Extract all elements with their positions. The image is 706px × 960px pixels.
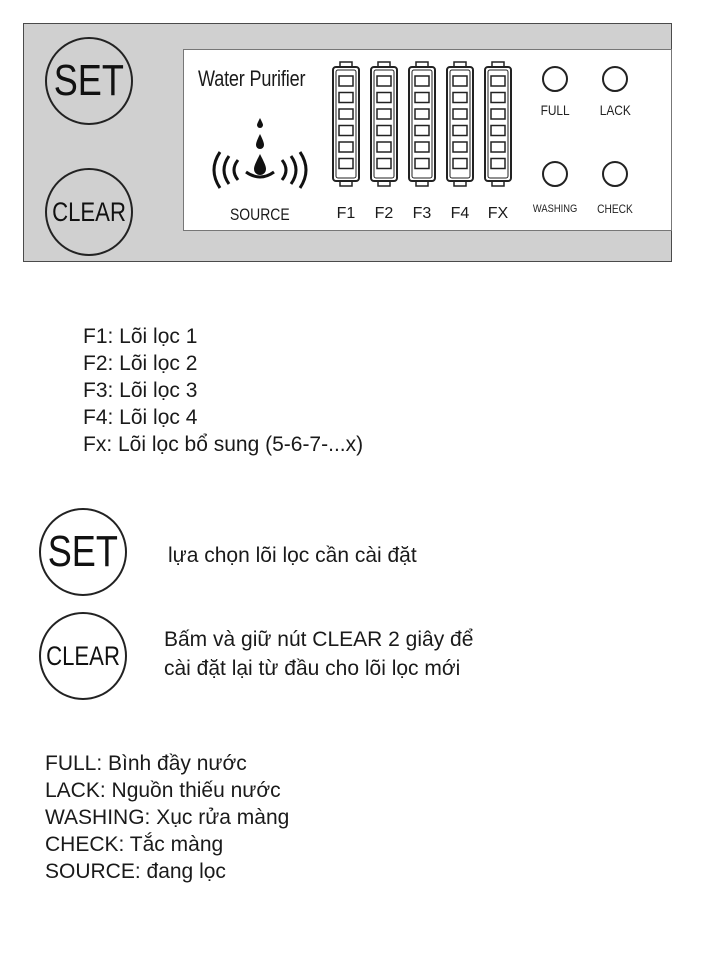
full-indicator-light [542, 66, 568, 92]
set-button[interactable] [45, 37, 133, 125]
lcd-display [183, 49, 672, 231]
set-button-legend-icon: SET [39, 508, 127, 596]
status-item-lack: LACK: Nguồn thiếu nước [45, 779, 281, 802]
full-label: FULL [540, 102, 570, 118]
legend-item-f3: F3: Lõi lọc 3 [83, 379, 198, 402]
filter-bar-f1 [333, 62, 359, 186]
legend-item-f2: F2: Lõi lọc 2 [83, 352, 198, 375]
clear-description-line2: cài đặt lại từ đầu cho lõi lọc mới [164, 657, 461, 680]
filter-label-f3: F3 [412, 205, 432, 222]
filter-level-bars [329, 60, 519, 190]
clear-description-line1: Bấm và giữ nút CLEAR 2 giây để [164, 628, 474, 651]
water-drop-source-icon [198, 112, 324, 192]
filter-labels [329, 205, 519, 227]
filter-label-f4: F4 [450, 205, 470, 222]
set-description: lựa chọn lõi lọc cần cài đặt [168, 544, 417, 567]
status-item-washing: WASHING: Xục rửa màng [45, 806, 290, 829]
control-panel [23, 23, 672, 262]
washing-indicator-light [542, 161, 568, 187]
lack-indicator-light [602, 66, 628, 92]
clear-button-legend-icon: CLEAR [39, 612, 127, 700]
status-legend [45, 750, 289, 885]
display-title: Water Purifier [198, 66, 306, 91]
check-label: CHECK [597, 202, 633, 216]
washing-label: WASHING [532, 203, 578, 215]
check-indicator-light [602, 161, 628, 187]
lack-label: LACK [599, 102, 631, 118]
status-item-source: SOURCE: đang lọc [45, 860, 226, 883]
filter-bar-f3 [409, 62, 435, 186]
legend-item-f1: F1: Lõi lọc 1 [83, 325, 198, 348]
filter-bar-fx [485, 62, 511, 186]
legend-item-f4: F4: Lõi lọc 4 [83, 406, 198, 429]
source-label: SOURCE [230, 205, 290, 224]
status-item-full: FULL: Bình đầy nước [45, 752, 247, 775]
filter-legend [83, 323, 363, 458]
legend-item-fx: Fx: Lõi lọc bổ sung (5-6-7-...x) [83, 433, 364, 456]
filter-bar-f2 [371, 62, 397, 186]
filter-label-fx: FX [487, 205, 509, 222]
filter-label-f1: F1 [336, 205, 356, 222]
clear-button[interactable] [45, 168, 133, 256]
filter-label-f2: F2 [374, 205, 394, 222]
filter-bar-f4 [447, 62, 473, 186]
status-item-check: CHECK: Tắc màng [45, 833, 224, 856]
clear-button-label: CLEAR [52, 196, 126, 227]
set-button-label: SET [53, 56, 125, 105]
